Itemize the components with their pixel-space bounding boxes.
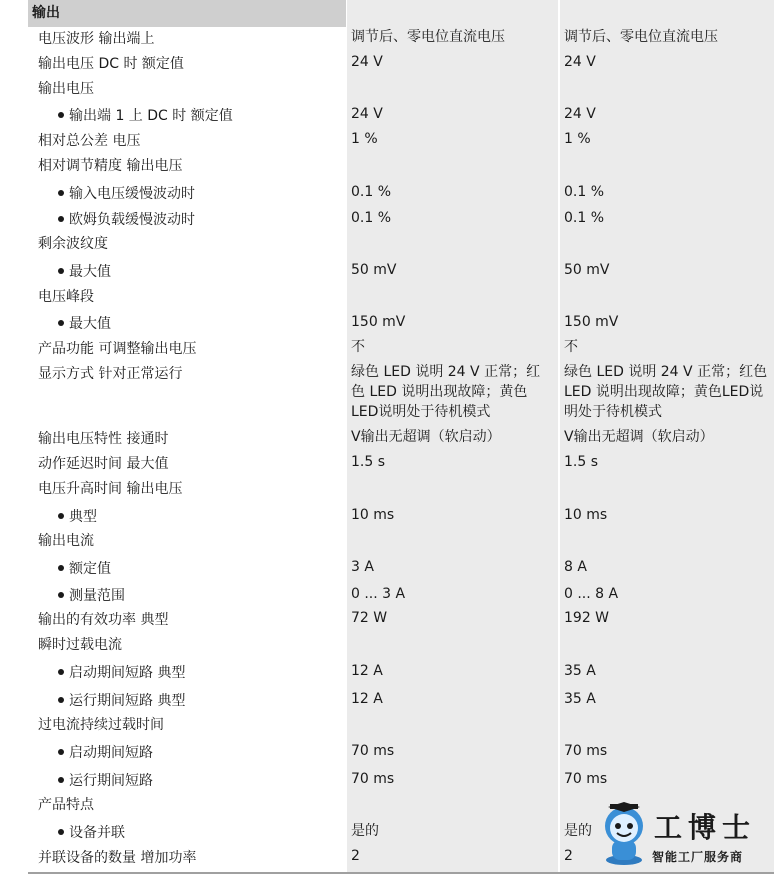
row-label-text: 动作延迟时间 最大值: [38, 456, 169, 472]
row-label-text: 显示方式 针对正常运行: [38, 366, 183, 382]
row-label: [38, 429, 168, 449]
row-label-text: 输出电流: [38, 533, 94, 549]
row-label: [38, 848, 196, 868]
row-label: [38, 287, 94, 307]
row-label-text: 最大值: [69, 316, 111, 332]
value-column-2: 1.5 s: [564, 454, 599, 470]
value-column-1: 0.1 %: [351, 184, 392, 200]
bullet-icon: [58, 565, 64, 571]
value-column-1: 不: [351, 339, 365, 355]
robot-mascot-icon: [596, 802, 652, 866]
row-label: [58, 559, 111, 579]
value-column-2: 0.1 %: [564, 210, 605, 226]
row-label-text: 运行期间短路: [69, 773, 153, 789]
value-column-2: 是的: [564, 823, 592, 839]
row-label-text: 相对调节精度 输出电压: [38, 158, 183, 174]
table-row: [0, 179, 774, 205]
value-column-2: 35 A: [564, 691, 596, 707]
row-label-text: 输出电压 DC 时 额定值: [38, 56, 184, 72]
value-column-1: 10 ms: [351, 507, 395, 523]
row-label: [38, 29, 154, 49]
table-row: [0, 129, 774, 154]
spec-table: [0, 27, 774, 871]
row-label: [38, 339, 196, 359]
value-column-2: 调节后、零电位直流电压: [564, 29, 718, 45]
table-row: [0, 309, 774, 337]
table-row: [0, 554, 774, 581]
row-label: [58, 184, 195, 204]
table-row: [0, 337, 774, 362]
row-label-text: 典型: [69, 509, 97, 525]
row-label-text: 启动期间短路: [69, 745, 153, 761]
row-label: [38, 364, 182, 384]
row-label-text: 测量范围: [69, 588, 125, 604]
row-label: [58, 663, 185, 683]
table-row: [0, 257, 774, 285]
row-label-text: 启动期间短路 典型: [69, 665, 186, 681]
table-row: [0, 581, 774, 608]
row-label: [38, 54, 184, 74]
row-label-text: 输出电压: [38, 81, 94, 97]
row-label-text: 设备并联: [69, 825, 125, 841]
row-label: [38, 635, 122, 655]
table-row: [0, 154, 774, 179]
value-column-1: 24 V: [351, 54, 383, 70]
bullet-icon: [58, 697, 64, 703]
bullet-icon: [58, 320, 64, 326]
table-row: [0, 232, 774, 257]
section-header: 输出: [28, 0, 346, 27]
value-column-1: 1.5 s: [351, 454, 386, 470]
value-column-1: 3 A: [351, 559, 374, 575]
bullet-icon: [58, 749, 64, 755]
row-label: [58, 823, 125, 843]
value-column-2: 24 V: [564, 54, 596, 70]
value-column-2: 0 ... 8 A: [564, 586, 619, 602]
bullet-icon: [58, 829, 64, 835]
bullet-icon: [58, 669, 64, 675]
value-column-2: 10 ms: [564, 507, 608, 523]
bullet-icon: [58, 513, 64, 519]
value-column-1: 12 A: [351, 663, 383, 679]
value-column-2: 1 %: [564, 131, 591, 147]
row-label: [38, 156, 182, 176]
bullet-icon: [58, 777, 64, 783]
value-column-1: 0.1 %: [351, 210, 392, 226]
bullet-icon: [58, 112, 64, 118]
row-label-text: 电压波形 输出端上: [38, 31, 155, 47]
value-column-1: 是的: [351, 823, 379, 839]
table-row: [0, 285, 774, 309]
value-column-1: 2: [351, 848, 360, 864]
row-label: [38, 610, 168, 630]
value-column-1: 绿色 LED 说明 24 V 正常；红色 LED 说明出现故障；黄色LED说明处于待机模式: [351, 364, 541, 420]
row-label-text: 额定值: [69, 561, 111, 577]
row-label: [58, 743, 153, 763]
value-column-2: 70 ms: [564, 743, 608, 759]
row-label: [58, 586, 125, 606]
value-column-2: 2: [564, 848, 573, 864]
value-column-2: 8 A: [564, 559, 587, 575]
row-label-text: 输出的有效功率 典型: [38, 612, 169, 628]
row-label-text: 剩余波纹度: [38, 236, 108, 252]
table-row: [0, 633, 774, 658]
bullet-icon: [58, 216, 64, 222]
table-row: [0, 608, 774, 633]
table-row: [0, 477, 774, 502]
row-label-text: 最大值: [69, 264, 111, 280]
row-label-text: 输出端 1 上 DC 时 额定值: [69, 108, 233, 124]
value-column-2: 不: [564, 339, 578, 355]
bullet-icon: [58, 268, 64, 274]
row-label-text: 产品功能 可调整输出电压: [38, 341, 197, 357]
value-column-1: 50 mV: [351, 262, 397, 278]
value-column-2: 35 A: [564, 663, 596, 679]
row-label-text: 瞬时过载电流: [38, 637, 122, 653]
row-label-text: 产品特点: [38, 797, 94, 813]
value-column-1: 24 V: [351, 106, 383, 122]
value-column-1: V输出无超调（软启动）: [351, 429, 501, 445]
row-label-text: 并联设备的数量 增加功率: [38, 850, 197, 866]
value-column-1: 70 ms: [351, 771, 395, 787]
row-label-text: 电压峰段: [38, 289, 94, 305]
row-label: [38, 479, 182, 499]
table-row: [0, 766, 774, 793]
table-row: [0, 427, 774, 452]
value-column-2: 192 W: [564, 610, 610, 626]
value-column-1: 12 A: [351, 691, 383, 707]
value-column-2: 0.1 %: [564, 184, 605, 200]
row-label-text: 相对总公差 电压: [38, 133, 141, 149]
value-column-1: 0 ... 3 A: [351, 586, 406, 602]
row-label: [58, 106, 233, 126]
table-row: [0, 529, 774, 554]
value-column-2: 150 mV: [564, 314, 619, 330]
row-label: [38, 234, 108, 254]
row-label-text: 过电流持续过载时间: [38, 717, 164, 733]
table-row: [0, 205, 774, 232]
value-column-2: 24 V: [564, 106, 596, 122]
row-label: [38, 131, 140, 151]
value-column-1: 72 W: [351, 610, 388, 626]
value-column-1: 1 %: [351, 131, 378, 147]
bullet-icon: [58, 592, 64, 598]
table-row: [0, 77, 774, 101]
table-row: [0, 502, 774, 529]
row-label-text: 输出电压特性 接通时: [38, 431, 169, 447]
value-column-1: 70 ms: [351, 743, 395, 759]
row-label: [58, 691, 185, 711]
value-column-1: 150 mV: [351, 314, 406, 330]
value-column-2: V输出无超调（软启动）: [564, 429, 714, 445]
logo-subtitle: 智能工厂服务商: [652, 850, 744, 864]
value-column-2: 50 mV: [564, 262, 610, 278]
table-row: [0, 452, 774, 477]
bullet-icon: [58, 190, 64, 196]
row-label: [58, 507, 97, 527]
row-label: [58, 314, 111, 334]
row-label-text: 输入电压缓慢波动时: [69, 186, 195, 202]
table-row: [0, 101, 774, 129]
row-label: [38, 454, 168, 474]
row-label: [38, 79, 94, 99]
table-row: [0, 52, 774, 77]
logo-title: 工博士: [654, 811, 757, 844]
table-row: [0, 362, 774, 427]
row-label-text: 电压升高时间 输出电压: [38, 481, 183, 497]
row-label: [58, 210, 195, 230]
row-label: [58, 771, 153, 791]
table-row: [0, 713, 774, 738]
row-label: [38, 715, 164, 735]
row-label: [58, 262, 111, 282]
row-label-text: 运行期间短路 典型: [69, 693, 186, 709]
value-column-1: 调节后、零电位直流电压: [351, 29, 505, 45]
table-row: [0, 738, 774, 766]
row-label: [38, 531, 94, 551]
table-row: [0, 686, 774, 713]
value-column-2: 绿色 LED 说明 24 V 正常；红色 LED 说明出现故障；黄色LED说明处于待机模式: [564, 364, 768, 420]
table-row: [0, 658, 774, 686]
value-column-2: 70 ms: [564, 771, 608, 787]
table-row: [0, 27, 774, 52]
company-logo: [596, 800, 766, 870]
row-label-text: 欧姆负载缓慢波动时: [69, 212, 195, 228]
row-label: [38, 795, 94, 815]
